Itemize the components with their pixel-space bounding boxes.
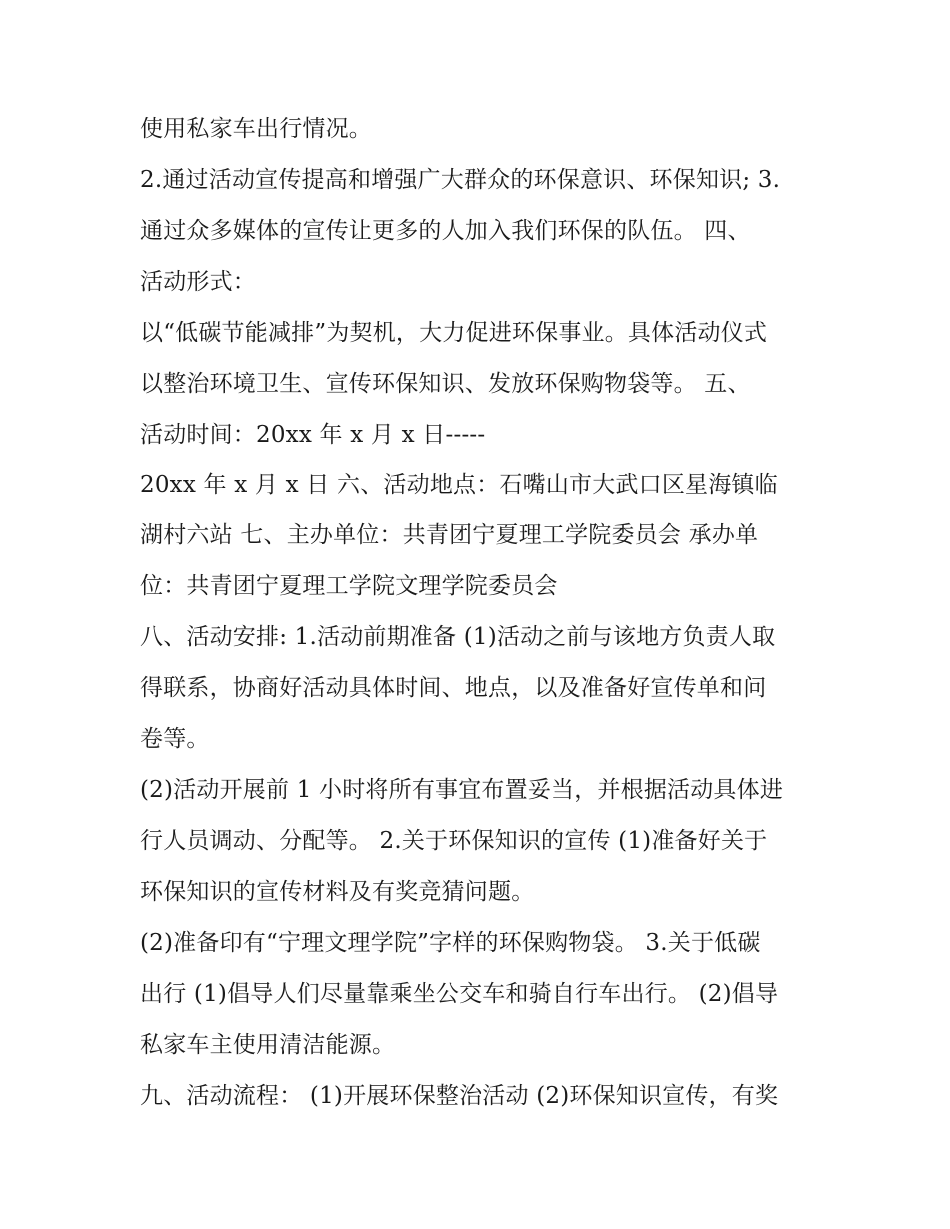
text-line: 以整治环境卫生、宣传环保知识、发放环保购物袋等。 五、 [140,371,751,397]
text-line: 20xx 年 x 月 x 日 六、活动地点：石嘴山市大武口区星海镇临 [140,472,778,498]
text-line: 2.通过活动宣传提高和增强广大群众的环保意识、环保知识; 3. [140,167,781,193]
text-line: (2)活动开展前 1 小时将所有事宜布置妥当，并根据活动具体进 [140,777,784,803]
text-line: 活动形式： [140,269,256,295]
text-line: 使用私家车出行情况。 [140,116,372,142]
text-line: (2)准备印有“宁理文理学院”字样的环保购物袋。 3.关于低碳 [140,930,761,956]
text-line: 卷等。 [140,726,210,752]
text-line: 湖村六站 七、主办单位：共青团宁夏理工学院委员会 承办单 [140,522,759,548]
text-line: 以“低碳节能减排”为契机，大力促进环保事业。具体活动仪式 [140,320,768,346]
text-line: 九、活动流程： (1)开展环保整治活动 (2)环保知识宣传，有奖 [140,1083,779,1109]
text-line: 行人员调动、分配等。 2.关于环保知识的宣传 (1)准备好关于 [140,828,768,854]
text-line: 活动时间：20xx 年 x 月 x 日----- [140,422,486,448]
text-line: 环保知识的宣传材料及有奖竞猜问题。 [140,879,535,905]
text-line: 私家车主使用清洁能源。 [140,1032,396,1058]
text-line: 通过众多媒体的宣传让更多的人加入我们环保的队伍。 四、 [140,218,751,244]
text-line: 八、活动安排: 1.活动前期准备 (1)活动之前与该地方负责人取 [140,624,776,650]
text-line: 位：共青团宁夏理工学院文理学院委员会 [140,573,558,599]
text-line: 出行 (1)倡导人们尽量靠乘坐公交车和骑自行车出行。 (2)倡导 [140,981,779,1007]
text-line: 得联系，协商好活动具体时间、地点，以及准备好宣传单和问 [140,675,767,701]
